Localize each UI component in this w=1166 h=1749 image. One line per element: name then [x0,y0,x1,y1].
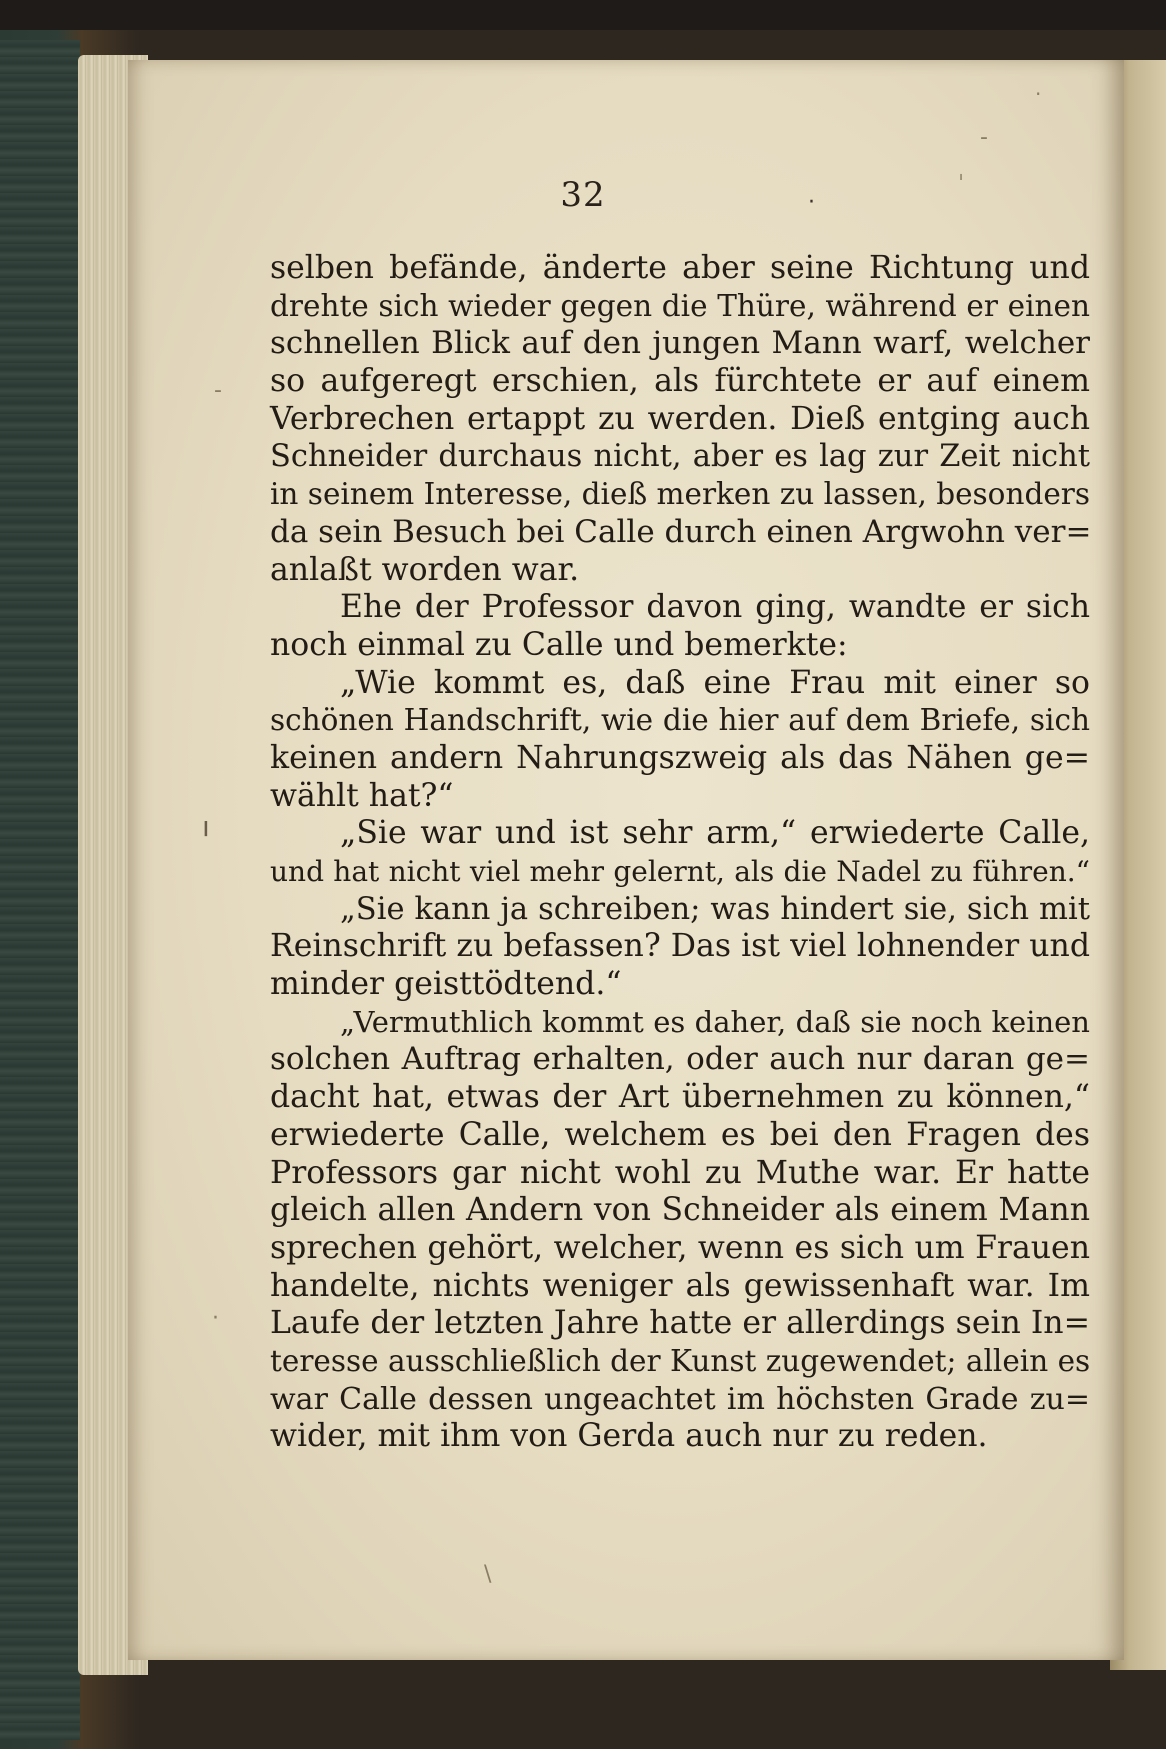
speck: · [212,1306,219,1331]
speck: ı [202,810,210,843]
text-line: gleich allen Andern von Schneider als einem Mann [270,1192,1090,1229]
speck: - [214,378,222,403]
text-line: drehte sich wieder gegen die Thüre, während er einen [270,288,1090,323]
text-line: „Sie war und ist sehr arm,“ erwiederte Calle, [340,815,1090,852]
text-line: wider, mit ihm von Gerda auch nur zu reden. [270,1418,988,1455]
text-line: „Wie kommt es, daß eine Frau mit einer so [340,664,1090,701]
text-line: noch einmal zu Calle und bemerkte: [270,626,848,663]
text-line: „Vermuthlich kommt es daher, daß sie noch keinen [340,1004,1090,1039]
speck: ˈ [958,172,965,197]
speck: · [808,190,815,215]
text-line: handelte, nichts weniger als gewissenhaft war. Im [270,1267,1090,1304]
text-line: minder geisttödtend.“ [270,966,622,1003]
text-line: Reinschrift zu befassen? Das ist viel lohnender und [270,928,1090,965]
text-line: anlaßt worden war. [270,551,580,588]
text-line: war Calle dessen ungeachtet im höchsten Grade zu= [270,1381,1090,1417]
text-line: Ehe der Professor davon ging, wandte er sich [340,589,1090,626]
text-line: Professors gar nicht wohl zu Muthe war. Er hatte [270,1154,1090,1191]
speck: · [1035,82,1042,106]
book-spine-edge [0,40,80,1740]
text-line: und hat nicht viel mehr gelernt, als die Nadel zu führen.“ [270,855,1090,888]
text-line: teresse ausschließlich der Kunst zugewendet; allein es [270,1343,1091,1378]
speck: - [980,125,988,150]
text-line: selben befände, änderte aber seine Richtung und [270,250,1090,286]
text-line: Verbrechen ertappt zu werden. Dieß entging auch [270,400,1090,437]
text-line: keinen andern Nahrungszweig als das Nähen ge= [270,739,1090,776]
text-line: in seinem Interesse, dieß merken zu lassen, besonders [270,477,1091,512]
page-body-text [270,250,1090,1456]
text-line: sprechen gehört, welcher, wenn es sich um Frauen [270,1229,1090,1266]
text-line: da sein Besuch bei Calle durch einen Argwohn ver= [270,513,1092,550]
text-line: schönen Handschrift, wie die hier auf dem Briefe, sich [270,703,1090,738]
text-line: solchen Auftrag erhalten, oder auch nur daran ge= [270,1041,1090,1078]
text-line: wählt hat?“ [270,777,454,814]
text-line: Schneider durchaus nicht, aber es lag zur Zeit nicht [270,439,1090,475]
speck: \ [484,1562,492,1587]
text-line: dacht hat, etwas der Art übernehmen zu können,“ [270,1079,1090,1116]
text-line: erwiederte Calle, welchem es bei den Fragen des [270,1116,1090,1153]
page-number: 32 [560,175,606,215]
text-line: „Sie kann ja schreiben; was hindert sie, sich mit [340,891,1090,927]
text-line: so aufgeregt erschien, als fürchtete er auf einem [270,363,1090,400]
text-line: schnellen Blick auf den jungen Mann warf, welcher [270,325,1090,362]
text-line: Laufe der letzten Jahre hatte er allerdings sein In= [270,1305,1090,1342]
